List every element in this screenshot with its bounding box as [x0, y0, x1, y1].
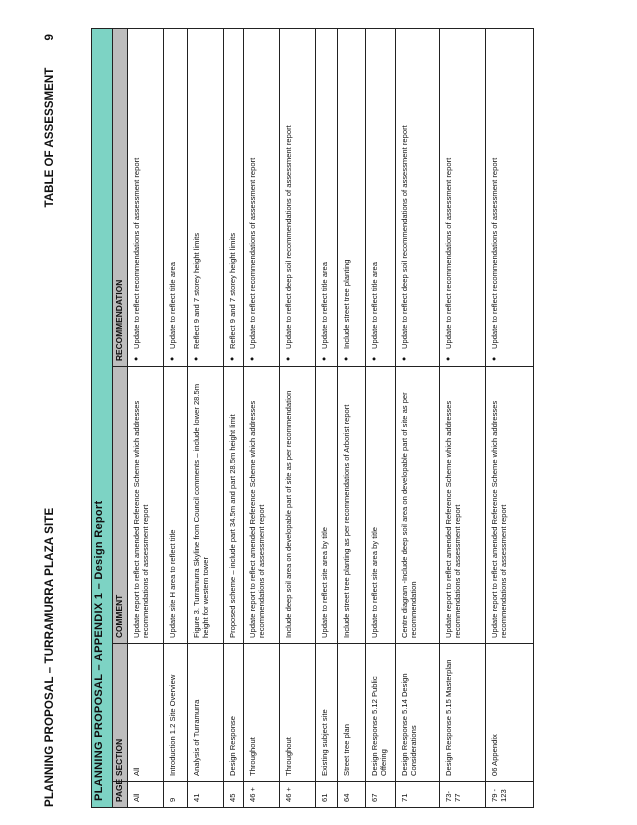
cell-recommendation: [338, 28, 366, 366]
cell-section: Design Response 5.12 Public Offering: [366, 644, 396, 782]
table-row: [316, 28, 338, 807]
cell-section: Design Response 5.15 Masterplan: [440, 644, 486, 782]
column-header-row: [113, 28, 128, 807]
document-title: PLANNING PROPOSAL – TURRAMURRA PLAZA SITE: [43, 507, 56, 807]
cell-section: Design Response: [224, 644, 244, 782]
recommendation-text: Update to reflect recommendations of assessment report: [248, 157, 257, 349]
cell-section: 06 Appendix: [486, 644, 534, 782]
recommendation-text: Update to reflect recommendations of assessment report: [132, 157, 141, 349]
cell-comment: Update to reflect site area by title: [366, 367, 396, 644]
cell-section: Throughout: [244, 644, 280, 782]
recommendation-text: Update to reflect title area: [370, 262, 379, 349]
cell-page: 64: [338, 782, 366, 808]
cell-page: 61: [316, 782, 338, 808]
table-row: [396, 28, 440, 807]
cell-comment: Figure 3. Turramurra Skyline from Council comments – include lower 28.5m height for western tower: [188, 367, 224, 644]
cell-page: 79 - 123: [486, 782, 534, 808]
bullet-icon: ●: [285, 356, 292, 361]
bullet-icon: ●: [445, 356, 452, 361]
table-row: [244, 28, 280, 807]
cell-page: 73-77: [440, 782, 486, 808]
cell-recommendation: [244, 28, 280, 366]
table-row: [188, 28, 224, 807]
table-banner-row: [92, 28, 113, 807]
cell-comment: Update to reflect site area by title: [316, 367, 338, 644]
cell-section: Street tree plan: [338, 644, 366, 782]
cell-recommendation: [224, 28, 244, 366]
section-title: TABLE OF ASSESSMENT: [43, 67, 56, 208]
recommendation-text: Update to reflect title area: [320, 262, 329, 349]
column-header-page: PAGE: [113, 782, 128, 808]
recommendation-text: Reflect 9 and 7 storey height limits: [228, 232, 237, 349]
recommendation-text: Include street tree planting: [342, 259, 351, 349]
recommendation-text: Update to reflect deep soil recommendations of assessment report: [284, 125, 293, 349]
cell-recommendation: [396, 28, 440, 366]
cell-recommendation: [316, 28, 338, 366]
bullet-icon: ●: [371, 356, 378, 361]
table-banner: PLANNING PROPOSAL – APPENDIX 1 – Design Report: [92, 28, 113, 807]
cell-page: 9: [164, 782, 188, 808]
table-row: [128, 28, 164, 807]
bullet-icon: ●: [321, 356, 328, 361]
cell-comment: Update report to reflect amended Reference Scheme which addresses recommendations of assessment report: [244, 367, 280, 644]
cell-page: All: [128, 782, 164, 808]
bullet-icon: ●: [491, 356, 498, 361]
recommendation-text: Update to reflect recommendations of assessment report: [490, 157, 499, 349]
bullet-icon: ●: [343, 356, 350, 361]
bullet-icon: ●: [249, 356, 256, 361]
recommendation-text: Update to reflect title area: [168, 262, 177, 349]
cell-section: All: [128, 644, 164, 782]
assessment-table: [91, 28, 534, 808]
table-row: [338, 28, 366, 807]
cell-recommendation: [128, 28, 164, 366]
bullet-icon: ●: [229, 356, 236, 361]
recommendation-text: Reflect 9 and 7 storey height limits: [192, 232, 201, 349]
cell-recommendation: [486, 28, 534, 366]
table-row: [280, 28, 316, 807]
table-row: [366, 28, 396, 807]
column-header-recommendation: RECOMMENDATION: [113, 28, 128, 366]
bullet-icon: ●: [169, 356, 176, 361]
cell-section: Existing subject site: [316, 644, 338, 782]
cell-page: 71: [396, 782, 440, 808]
column-header-section: SECTION: [113, 644, 128, 782]
table-row: [224, 28, 244, 807]
cell-recommendation: [188, 28, 224, 366]
cell-page: 46 +: [280, 782, 316, 808]
cell-recommendation: [366, 28, 396, 366]
bullet-icon: ●: [133, 356, 140, 361]
cell-section: Throughout: [280, 644, 316, 782]
header-right: [43, 34, 56, 207]
cell-comment: Include deep soil area on developable part of site as per recommendation: [280, 367, 316, 644]
cell-section: Design Response 5.14 Design Considerations: [396, 644, 440, 782]
recommendation-text: Update to reflect recommendations of assessment report: [444, 157, 453, 349]
cell-comment: Update report to reflect amended Reference Scheme which addresses recommendations of assessment report: [440, 367, 486, 644]
cell-recommendation: [164, 28, 188, 366]
cell-section: Introduction 1.2 Site Overview: [164, 644, 188, 782]
cell-comment: Include street tree planting as per recommendations of Arborist report: [338, 367, 366, 644]
cell-comment: Centre diagram -Include deep soil area on developable part of site as per recommendation: [396, 367, 440, 644]
bullet-icon: ●: [193, 356, 200, 361]
recommendation-text: Update to reflect deep soil recommendations of assessment report: [400, 125, 409, 349]
cell-comment: Update report to reflect amended Reference Scheme which addresses recommendations of assessment report: [128, 367, 164, 644]
table-row: [440, 28, 486, 807]
cell-comment: Update report to reflect amended Reference Scheme which addresses recommendations of assessment report: [486, 367, 534, 644]
cell-comment: Proposed scheme – include part 34.5m and part 28.5m height limit: [224, 367, 244, 644]
cell-page: 45: [224, 782, 244, 808]
cell-section: Analysis of Turramurra: [188, 644, 224, 782]
cell-page: 67: [366, 782, 396, 808]
bullet-icon: ●: [401, 356, 408, 361]
cell-comment: Update site H area to reflect title: [164, 367, 188, 644]
cell-page: 41: [188, 782, 224, 808]
column-header-comment: COMMENT: [113, 367, 128, 644]
cell-recommendation: [280, 28, 316, 366]
table-row: [486, 28, 534, 807]
table-row: [164, 28, 188, 807]
page-number: 9: [43, 34, 56, 41]
cell-recommendation: [440, 28, 486, 366]
cell-page: 46 +: [244, 782, 280, 808]
